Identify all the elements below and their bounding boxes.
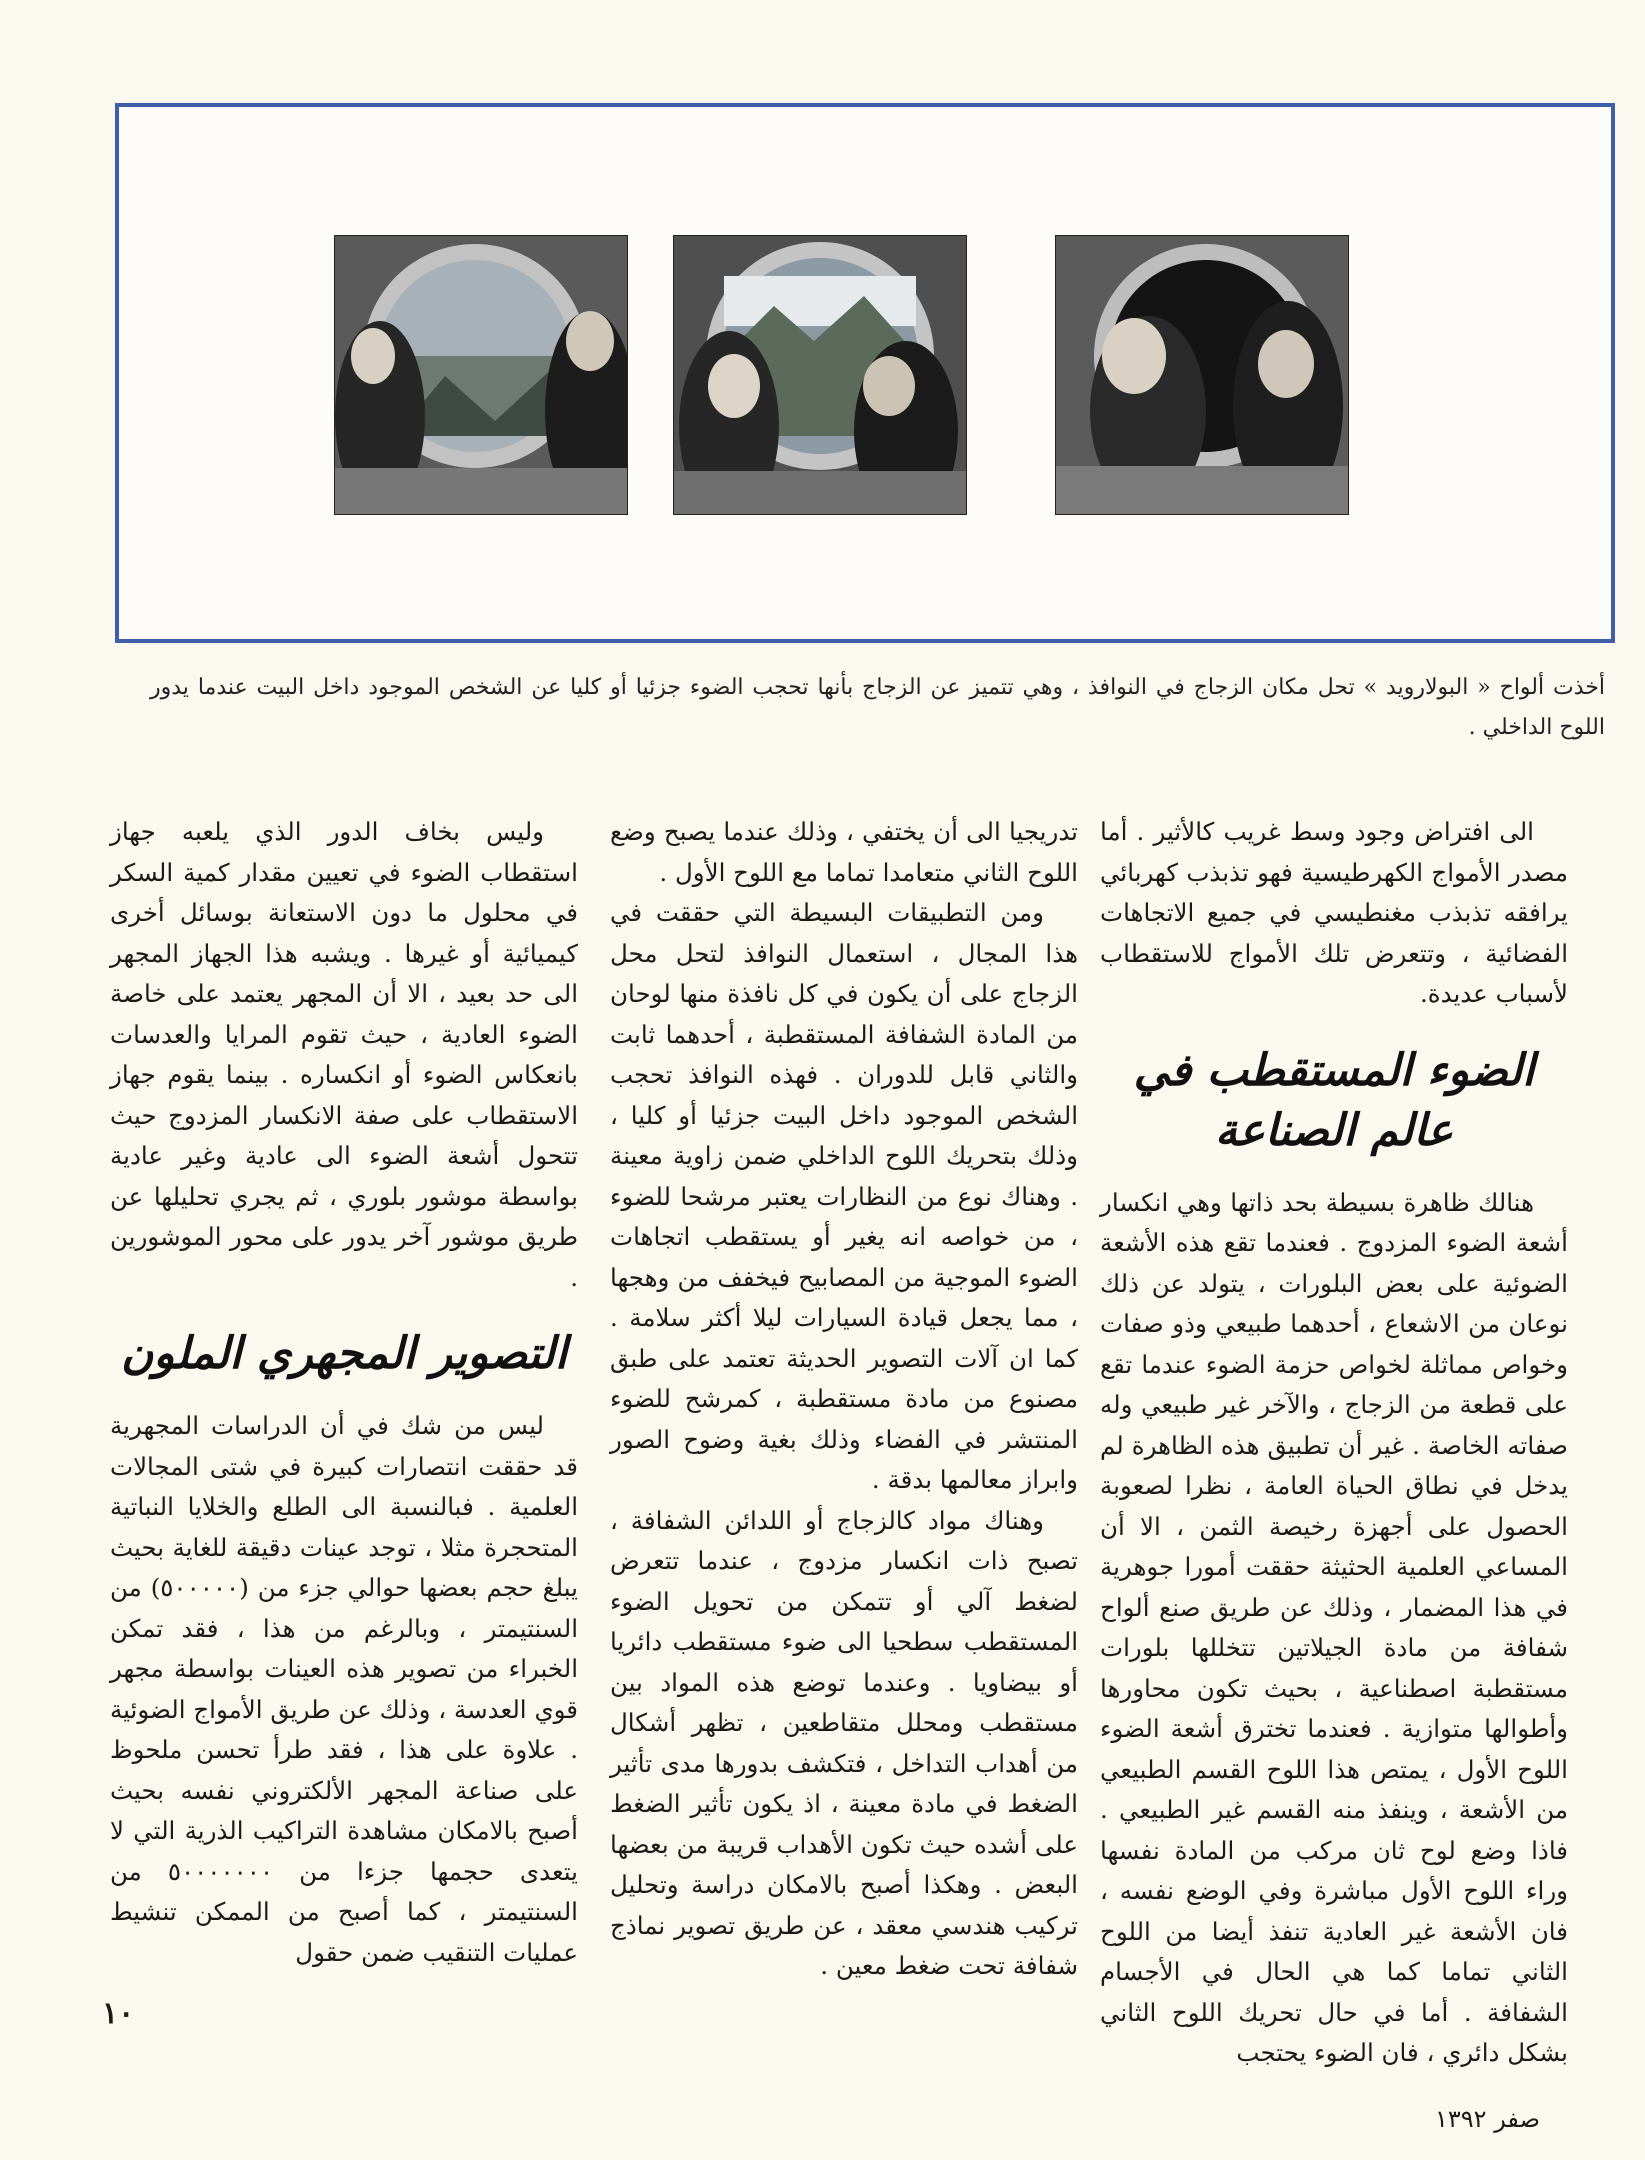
porthole-photo-icon — [1055, 235, 1349, 515]
section-heading-wrap — [1100, 1041, 1568, 1161]
paragraph: تدريجيا الى أن يختفي ، وذلك عندما يصبح وضع اللوح الثاني متعامدا تماما مع اللوح الأول . — [610, 817, 1078, 887]
figure-caption: أخذت ألواح « البولارويد » تحل مكان الزجاج في النوافذ ، وهي تتميز عن الزجاج بأنها تحجب الضوء جزئيا أو كليا عن الشخص الموجود داخل البيت عندما يدور اللوح الداخلي . — [150, 675, 1605, 740]
page-number: ١٠ — [102, 1996, 135, 2031]
issue-date: صفر ١٣٩٢ — [1435, 2105, 1540, 2133]
paragraph: وهناك مواد كالزجاج أو اللدائن الشفافة ، تصبح ذات انكسار مزدوج ، عندما تتعرض لضغط آلي أو تتمكن من تحويل الضوء المستقطب سطحيا الى ضوء مستقطب دائريا أو بيضاويا . وعندما توضع هذه المواد بين مستقطب ومحلل متقاطعين ، تظهر أشكال من أهداب التداخل ، فتكشف بدورها مدى تأثير الضغط في مادة معينة ، اذ يكون تأثير الضغط على أشده حيث تكون الأهداب قريبة من بعضها البعض . وهكذا أصبح بالامكان دراسة وتحليل تركيب هندسي معقد ، عن طريق تصوير نماذج شفافة تحت ضغط معين . — [610, 1505, 1078, 1980]
paragraph: وليس بخاف الدور الذي يلعبه جهاز استقطاب الضوء في تعيين مقدار كمية السكر في محلول ما دون الاستعانة بوسائل أخرى كيميائية أو غيرها . ويشبه هذا الجهاز المجهر الى حد بعيد ، الا أن المجهر يعتمد على خاصة الضوء العادية ، حيث تقوم المرايا والعدسات بانعكاس الضوء أو انكساره . بينما يقوم جهاز الاستقطاب على صفة الانكسار المزدوج حيث تتحول أشعة الضوء الى عادية وغير عادية بواسطة موشور بلوري ، ثم يجري تحليلها عن طريق موشور آخر يدور على محور الموشورين . — [110, 817, 578, 1292]
section-heading: التصوير المجهري الملون — [120, 1328, 568, 1379]
section-heading-wrap — [110, 1324, 578, 1384]
paragraph: ومن التطبيقات البسيطة التي حققت في هذا المجال ، استعمال النوافذ لتحل محل الزجاج على أن يكون في كل نافذة منها لوحان من المادة الشفافة المستقطبة ، أحدهما ثابت والثاني قابل للدوران . فهذه النوافذ تحجب الشخص الموجود داخل البيت جزئيا أو كليا ، وذلك بتحريك اللوح الداخلي ضمن زاوية معينة . وهناك نوع من النظارات يعتبر مرشحا للضوء ، من خواصه انه يغير أو يستقطب اتجاهات الضوء الموجية من المصابيح فيخفف من وهجها ، مما يجعل قيادة السيارات ليلا أكثر سلامة . كما ان آلات التصوير الحديثة تعتمد على طبق مصنوع من مادة مستقطبة ، كمرشح للضوء المنتشر في الفضاء وذلك بغية وضوح الصور وابراز معالمها بدقة . — [610, 898, 1078, 1494]
porthole-photo-icon — [334, 235, 628, 515]
column-middle — [610, 812, 1078, 1987]
column-right — [1100, 812, 1568, 2074]
column-left — [110, 812, 578, 1973]
section-heading: الضوء المستقطب في عالم الصناعة — [1133, 1044, 1535, 1156]
paragraph: هنالك ظاهرة بسيطة بحد ذاتها وهي انكسار أشعة الضوء المزدوج . فعندما تقع هذه الأشعة الضوئية على بعض البلورات ، يتولد عن ذلك نوعان من الاشعاع ، أحدهما طبيعي وذو صفات وخواص مماثلة لخواص حزمة الضوء عندما تقع على قطعة من الزجاج ، والآخر غير طبيعي وله صفاته الخاصة . غير أن تطبيق هذه الظاهرة لم يدخل في نطاق الحياة العامة ، نظرا لصعوبة الحصول على أجهزة رخيصة الثمن ، الا أن المساعي العلمية الحثيثة حققت أمورا جوهرية في هذا المضمار ، وذلك عن طريق صنع ألواح شفافة من مادة الجيلاتين تتخللها بلورات مستقطبة اصطناعية ، بحيث تكون محاورها وأطوالها متوازية . فعندما تخترق أشعة الضوء اللوح الأول ، يمتص هذا اللوح القسم الطبيعي من الأشعة ، وينفذ منه القسم غير الطبيعي . فاذا وضع لوح ثان مركب من المادة نفسها وراء اللوح الأول مباشرة وفي الوضع نفسه ، فان الأشعة غير العادية تنفذ أيضا من اللوح الثاني تماما كما هي الحال في الأجسام الشفافة . أما في حال تحريك اللوح الثاني بشكل دائري ، فان الضوء يحتجب — [1100, 1187, 1568, 2067]
paragraph: الى افتراض وجود وسط غريب كالأثير . أما مصدر الأمواج الكهرطيسية فهو تذبذب كهربائي يرافقه تذبذب مغنطيسي في جميع الاتجاهات الفضائية ، وتتعرض تلك الأمواج للاستقطاب لأسباب عديدة. — [1100, 817, 1568, 1008]
paragraph: ليس من شك في أن الدراسات المجهرية قد حققت انتصارات كبيرة في شتى المجالات العلمية . فبالنسبة الى الطلع والخلايا النباتية المتحجرة مثلا ، توجد عينات دقيقة للغاية بحيث يبلغ حجم بعضها حوالي جزء من (٥٠٠٠٠٠) من السنتيمتر ، وبالرغم من هذا ، فقد تمكن الخبراء من تصوير هذه العينات بواسطة مجهر قوي العدسة ، وذلك عن طريق الأمواج الضوئية . علاوة على هذا ، فقد طرأ تحسن ملحوظ على صناعة المجهر الألكتروني نفسه بحيث أصبح بالامكان مشاهدة التراكيب الذرية التي لا يتعدى حجمها جزءا من ٥٠٠٠٠٠٠٠ من السنتيمتر ، كما أصبح من الممكن تنشيط عمليات التنقيب ضمن حقول — [110, 1411, 578, 1967]
porthole-photo-icon — [673, 235, 967, 515]
